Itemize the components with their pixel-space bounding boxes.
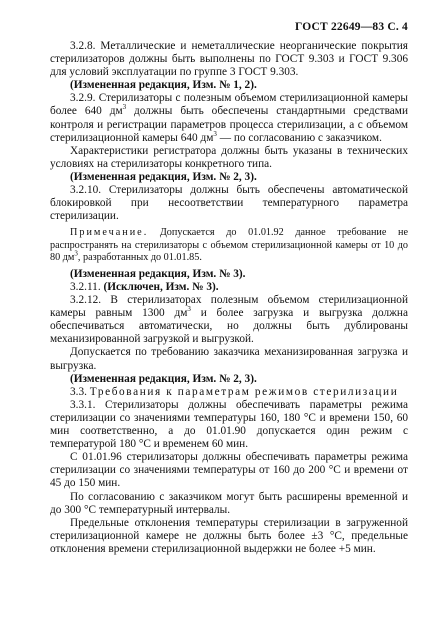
- paragraph-3-3-1-tolerances: Предельные отклонения температуры стерилизации в загруженной стерилизационной камере не должны быть более ±3 °С, предельные отклонения времени стерилизационной выдержки не более +5 мин.: [50, 516, 408, 555]
- paragraph-3-2-9-part-b: должны быть обеспечены стандартными средствами контроля и регистрации параметров процесса стерилизации, а с объемом стерилизационной камеры 640 дм: [50, 105, 408, 144]
- paragraph-3-3-1: 3.3.1. Стерилизаторы должны обеспечивать параметры режима стерилизации со значениями температуры 160, 180 °С и времени 150, 60 мин соответственно, а до 01.01.90 допускается один режим с температурой 180 °С и временем 60 мин.: [50, 398, 408, 451]
- superscript: 3: [187, 305, 191, 314]
- paragraph-3-2-11: [50, 281, 408, 294]
- paragraph-3-2-9-part-a: 3.2.9. Стерилизаторы с полезным объемом стерилизационной камеры более 640 дм: [50, 92, 408, 118]
- paragraph-3-2-9: [50, 92, 408, 144]
- section-3-3-number: 3.3.: [70, 385, 87, 398]
- note-text-b: , разработанных до 01.01.85.: [77, 251, 202, 263]
- paragraph-3-2-9-registrator: Характеристики регистратора должны быть указаны в технических условиях на стерилизаторы конкретного типа.: [50, 144, 408, 170]
- edition-note-4: (Измененная редакция, Изм. № 2, 3).: [70, 372, 257, 385]
- page-header: ГОСТ 22649—83 С. 4: [295, 21, 408, 33]
- paragraph-3-2-9-part-c: — по согласованию с заказчиком.: [216, 131, 382, 144]
- edition-note-2: (Измененная редакция, Изм. № 2, 3).: [70, 170, 257, 183]
- paragraph-3-2-10: 3.2.10. Стерилизаторы должны быть обеспечены автоматической блокировкой при несоответствии температурного параметра стерилизации.: [50, 184, 408, 223]
- note-text-a: Допускается до 01.01.92 данное требование не распространять на стерилизаторы с объемом стерилизационной камеры от 10 до 80 дм: [50, 227, 408, 263]
- note: [50, 227, 408, 264]
- paragraph-3-2-12-loading: Допускается по требованию заказчика механизированная загрузка и выгрузка.: [50, 346, 408, 372]
- section-3-3-heading: [50, 386, 408, 399]
- superscript: 3: [213, 129, 217, 138]
- paragraph-3-3-1-extension: По согласованию с заказчиком могут быть расширены временной и до 300 °С температурный интервалы.: [50, 490, 408, 516]
- note-label: Примечание.: [70, 227, 149, 239]
- paragraph-3-3-1-since-1996: С 01.01.96 стерилизаторы должны обеспечивать параметры режима стерилизации со значениями температуры от 160 до 200 °С и времени от 45 до 150 мин.: [50, 451, 408, 490]
- document-body: [50, 40, 408, 556]
- superscript: 3: [74, 249, 78, 258]
- paragraph-3-2-8: 3.2.8. Металлические и неметаллические неорганические покрытия стерилизаторов должны быть выполнены по ГОСТ 9.303 и ГОСТ 9.306 для условий эксплуатации по группе 3 ГОСТ 9.303.: [50, 40, 408, 79]
- paragraph-3-2-11-number: 3.2.11.: [70, 281, 101, 294]
- paragraph-3-2-12-part-a: 3.2.12. В стерилизаторах полезным объемом стерилизационной камеры равным 1300 дм: [50, 294, 408, 320]
- paragraph-3-2-12: [50, 294, 408, 346]
- edition-note-3: (Измененная редакция, Изм. № 3).: [70, 267, 246, 280]
- paragraph-3-2-12-part-b: и более загрузка и выгрузка должна обеспечиваться автоматически, но должны быть дублированы механизированной загрузкой и выгрузкой.: [50, 307, 408, 346]
- edition-note-1: (Измененная редакция, Изм. № 1, 2).: [70, 79, 257, 92]
- section-3-3-title: Требования к параметрам режимов стерилизации: [89, 385, 399, 398]
- superscript: 3: [122, 103, 127, 112]
- paragraph-3-2-11-text: (Исключен, Изм. № 3).: [100, 281, 219, 294]
